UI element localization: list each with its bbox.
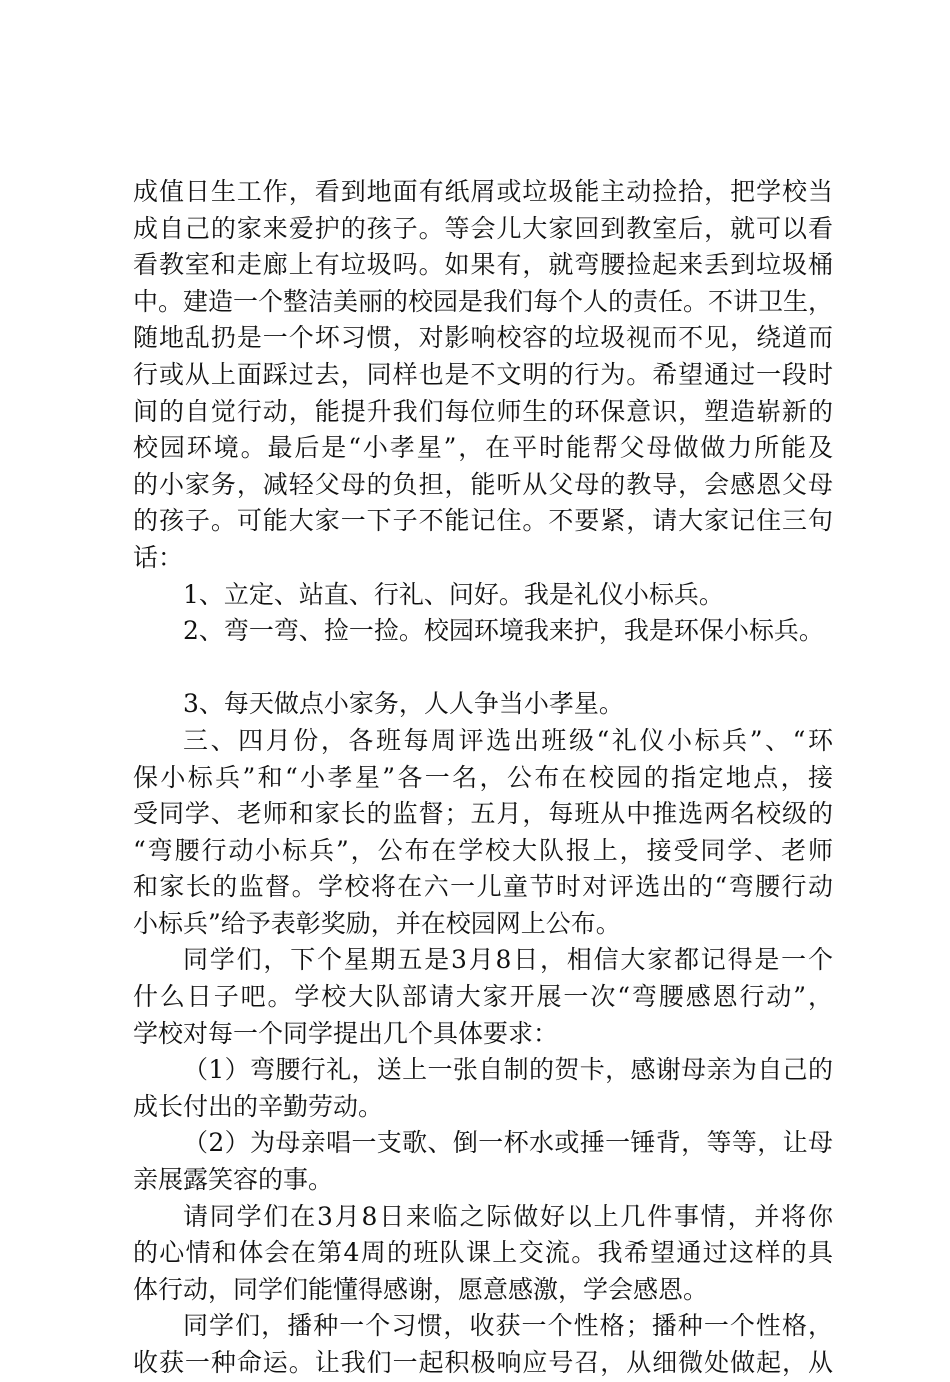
text-line: 成值日生工作，看到地面有纸屑或垃圾能主动捡拾，把学校当: [133, 177, 833, 206]
text-line: 看教室和走廊上有垃圾吗。如果有，就弯腰捡起来丢到垃圾桶: [133, 250, 833, 280]
text-line: 成自己的家来爱护的孩子。等会儿大家回到教室后，就可以看: [133, 213, 833, 243]
body-text: [133, 174, 833, 1382]
paragraph-start: 同学们，下个星期五是3月8日，相信大家都记得是一个: [183, 945, 833, 975]
text-line: 小标兵”给予表彰奖励，并在校园网上公布。: [133, 908, 621, 938]
text-line: 什么日子吧。学校大队部请大家开展一次“弯腰感恩行动”，: [133, 982, 833, 1012]
list-item: （1）弯腰行礼，送上一张自制的贺卡，感谢母亲为自己的: [183, 1055, 833, 1085]
text-line: 受同学、老师和家长的监督；五月，每班从中推选两名校级的: [133, 799, 833, 829]
paragraph-start: 三、四月份，各班每周评选出班级“礼仪小标兵”、“环: [183, 725, 833, 755]
text-line: 的孩子。可能大家一下子不能记住。不要紧，请大家记住三句: [133, 506, 833, 536]
list-item: 2、弯一弯、捡一捡。校园环境我来护，我是环保小标兵。: [183, 616, 824, 646]
paragraph-start: 同学们，播种一个习惯，收获一个性格；播种一个性格，: [183, 1311, 833, 1341]
text-line: 中。建造一个整洁美丽的校园是我们每个人的责任。不讲卫生，: [133, 286, 834, 316]
list-item: 1、立定、站直、行礼、问好。我是礼仪小标兵。: [183, 579, 724, 609]
text-line: 的心情和体会在第4周的班队课上交流。我希望通过这样的具: [133, 1238, 833, 1268]
text-line: 体行动，同学们能懂得感谢，愿意感激，学会感恩。: [133, 1274, 709, 1304]
text-line: 校园环境。最后是“小孝星”，在平时能帮父母做做力所能及: [133, 433, 833, 463]
text-line: 保小标兵”和“小孝星”各一名，公布在校园的指定地点，接: [133, 762, 833, 792]
text-line: 行或从上面踩过去，同样也是不文明的行为。希望通过一段时: [133, 359, 833, 389]
text-line: 亲展露笑容的事。: [133, 1165, 334, 1195]
text-line: 随地乱扔是一个坏习惯，对影响校容的垃圾视而不见，绕道而: [133, 323, 833, 353]
text-line: 和家长的监督。学校将在六一儿童节时对评选出的“弯腰行动: [133, 872, 833, 902]
text-line: 话：: [133, 542, 184, 572]
list-item: （2）为母亲唱一支歌、倒一杯水或捶一锤背，等等，让母: [183, 1128, 833, 1158]
blank-line: [133, 650, 833, 687]
paragraph-start: 请同学们在3月8日来临之际做好以上几件事情，并将你: [183, 1201, 833, 1231]
text-line: 收获一种命运。让我们一起积极响应号召，从细微处做起，从: [133, 1348, 833, 1377]
text-line: “弯腰行动小标兵”，公布在学校大队报上，接受同学、老师: [133, 835, 833, 865]
text-line: 间的自觉行动，能提升我们每位师生的环保意识，塑造崭新的: [133, 396, 833, 426]
text-line: 成长付出的辛勤劳动。: [133, 1091, 384, 1121]
list-item: 3、每天做点小家务，人人争当小孝星。: [183, 689, 624, 719]
text-line: 的小家务，减轻父母的负担，能听从父母的教导，会感恩父母: [133, 469, 833, 499]
text-line: 学校对每一个同学提出几个具体要求：: [133, 1018, 559, 1048]
